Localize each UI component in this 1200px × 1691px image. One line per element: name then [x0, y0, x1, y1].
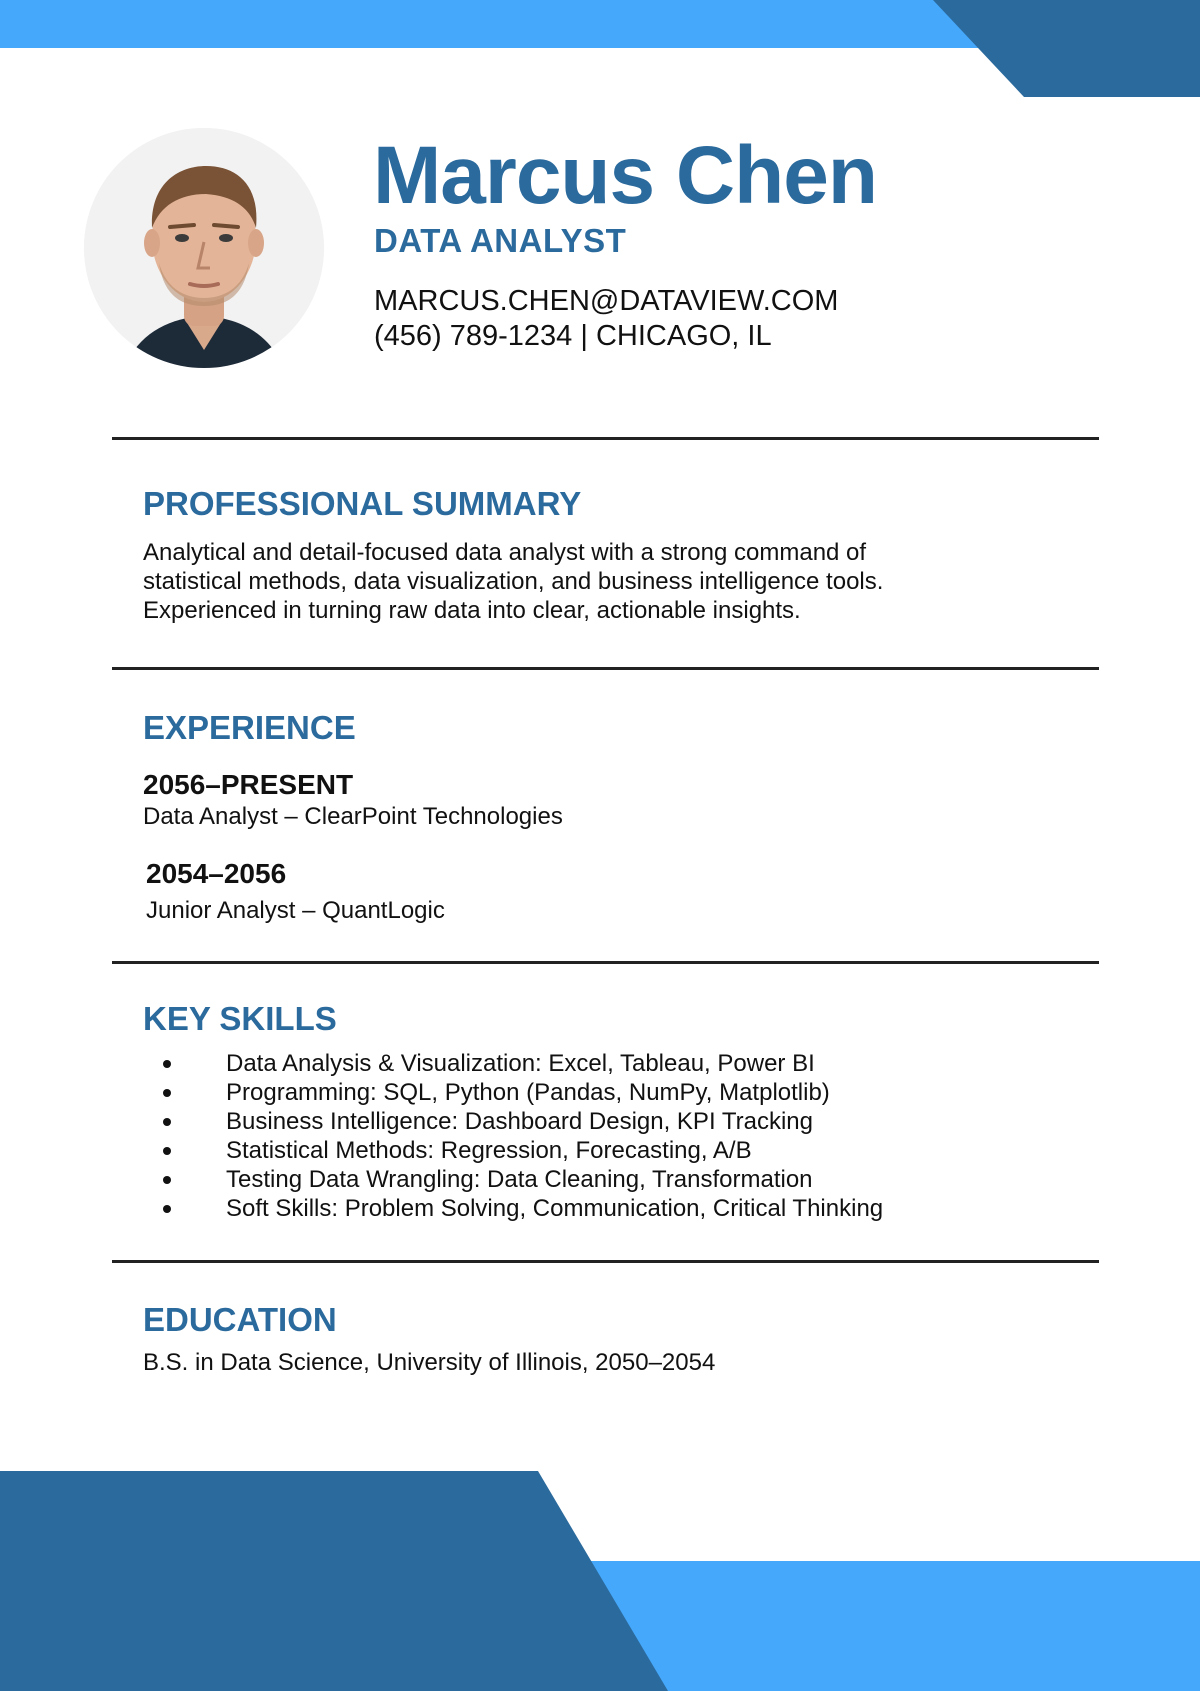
skill-text: Programming: SQL, Python (Pandas, NumPy, Matplotlib) [226, 1079, 830, 1106]
skill-text: Data Analysis & Visualization: Excel, Tableau, Power BI [226, 1050, 815, 1077]
experience-role: Data Analyst – ClearPoint Technologies [143, 803, 563, 830]
experience-role: Junior Analyst – QuantLogic [146, 897, 445, 924]
divider [112, 961, 1099, 964]
phone-location: (456) 789-1234 | CHICAGO, IL [374, 320, 772, 352]
education-heading: EDUCATION [143, 1301, 337, 1338]
person-portrait-icon [84, 128, 324, 368]
summary-line: statistical methods, data visualization, and business intelligence tools. [143, 568, 884, 595]
bullet-icon [163, 1089, 171, 1097]
experience-heading: EXPERIENCE [143, 709, 356, 746]
summary-text [143, 538, 883, 625]
experience-dates: 2054–2056 [146, 858, 287, 889]
bullet-icon [163, 1060, 171, 1068]
list-item [143, 1194, 883, 1223]
skill-text: Business Intelligence: Dashboard Design, KPI Tracking [226, 1108, 813, 1135]
divider [112, 437, 1099, 440]
skill-text: Statistical Methods: Regression, Forecasting, A/B [226, 1137, 752, 1164]
bullet-icon [163, 1147, 171, 1155]
summary-line: Experienced in turning raw data into clear, actionable insights. [143, 597, 801, 624]
email-address: MARCUS.CHEN@DATAVIEW.COM [374, 285, 839, 317]
list-item [143, 1049, 883, 1078]
skill-text: Testing Data Wrangling: Data Cleaning, Transformation [226, 1166, 813, 1193]
divider [112, 1260, 1099, 1263]
bottom-dark-shape [0, 1471, 668, 1691]
list-item [143, 1078, 883, 1107]
experience-dates: 2056–PRESENT [143, 769, 354, 800]
job-title: DATA ANALYST [374, 222, 627, 259]
candidate-name: Marcus Chen [373, 130, 877, 221]
summary-heading: PROFESSIONAL SUMMARY [143, 485, 582, 522]
divider [112, 667, 1099, 670]
list-item [143, 1107, 883, 1136]
bottom-light-bar [590, 1561, 1200, 1691]
bullet-icon [163, 1118, 171, 1126]
bullet-icon [163, 1205, 171, 1213]
list-item [143, 1165, 883, 1194]
bullet-icon [163, 1176, 171, 1184]
contact-info [374, 284, 838, 354]
list-item [143, 1136, 883, 1165]
top-dark-corner [933, 0, 1200, 97]
summary-line: Analytical and detail-focused data analyst with a strong command of [143, 539, 867, 566]
skill-text: Soft Skills: Problem Solving, Communication, Critical Thinking [226, 1195, 884, 1222]
education-entry: B.S. in Data Science, University of Illinois, 2050–2054 [143, 1349, 716, 1376]
skills-list [143, 1049, 883, 1223]
skills-heading: KEY SKILLS [143, 1000, 337, 1037]
profile-photo [84, 128, 324, 368]
